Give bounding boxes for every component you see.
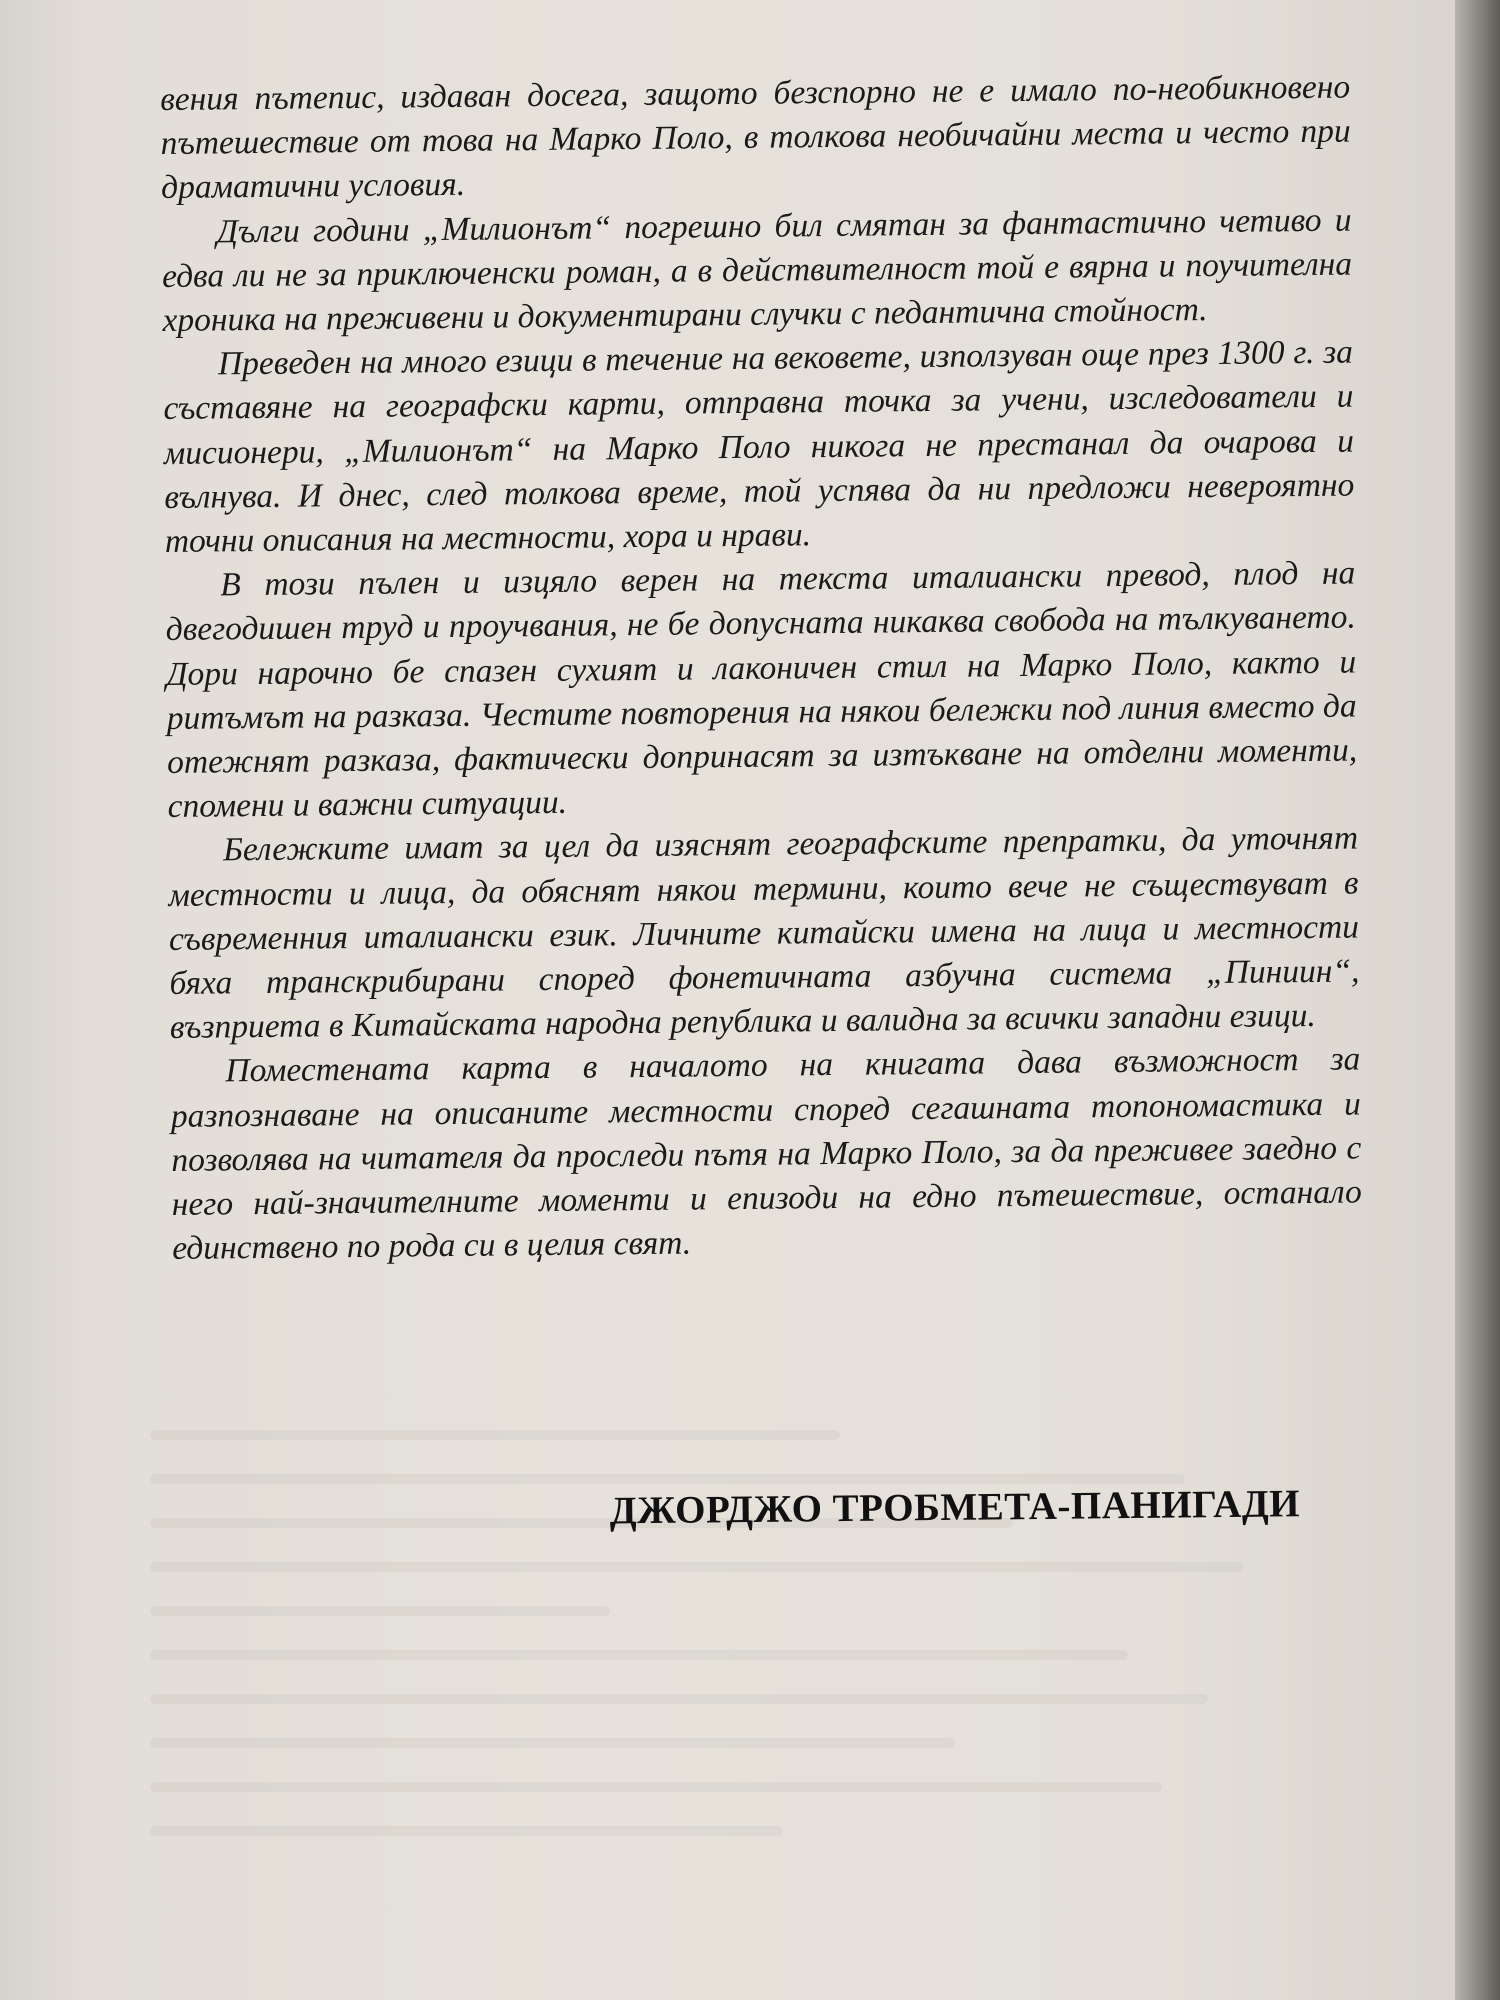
paragraph-3: Преведен на много езици в течение на вековете, използуван още през 1300 г. за съставяне на географски карти, отправна точка за учени, изследователи и мисионери, „Милионът“ на Марко Поло никога не престанал да очарова и вълнува. И днес, след толкова време, той успява да ни предложи невероятно точни описания на местности, хора и нрави. — [163, 333, 1355, 561]
paragraph-1: вения пътепис, издаван досега, защото безспорно не е имало по-необикновено пътешествие от това на Марко Поло, в толкова необичайни места и често при драматични условия. — [160, 68, 1351, 207]
paragraph-4: В този пълен и изцяло верен на текста италиански превод, плод на двегодишен труд и проучвания, не бе допусната никаква свобода на тълкуването. Дори нарочно бе спазен сухият и лаконичен стил на Марко Поло, както и ритъмът на разказа. Честите повторения на някои бележки под линия вместо да отежнят разказа, фактически допринасят за изтъкване на отделни моменти, спомени и важни ситуации. — [165, 554, 1358, 826]
paragraph-5: Бележките имат за цел да изяснят географските препратки, да уточнят местности и лица, да обяснят някои термини, които вече не съществуват в съвременния италиански език. Личните китайски имена на лица и местности бяха транскрибирани според фонетичната азбучна система „Пиниин“, възприета в Китайската народна република и валидна за всички западни езици. — [168, 819, 1360, 1047]
paragraph-2: Дълги години „Милионът“ погрешно бил смятан за фантастично четиво и едва ли не за приключенски роман, а в действителност той е вярна и поучителна хроника на преживени и документирани случки с педантична стойност. — [161, 201, 1353, 340]
body-text — [160, 66, 1362, 1272]
paragraph-6: Поместената карта в началото на книгата дава възможност за разпознаване на описаните местности според сегашната топономастика и позволява на читателя да проследи пътя на Марко Поло, за да преживее заедно с него най-значителните моменти и епизоди на едно пътешествие, останало единствено по рода си в целия свят. — [170, 1040, 1362, 1268]
author-signature: ДЖОРДЖО ТРОБМЕТА-ПАНИГАДИ — [609, 1482, 1301, 1533]
page-edge-shadow — [1455, 0, 1500, 2000]
